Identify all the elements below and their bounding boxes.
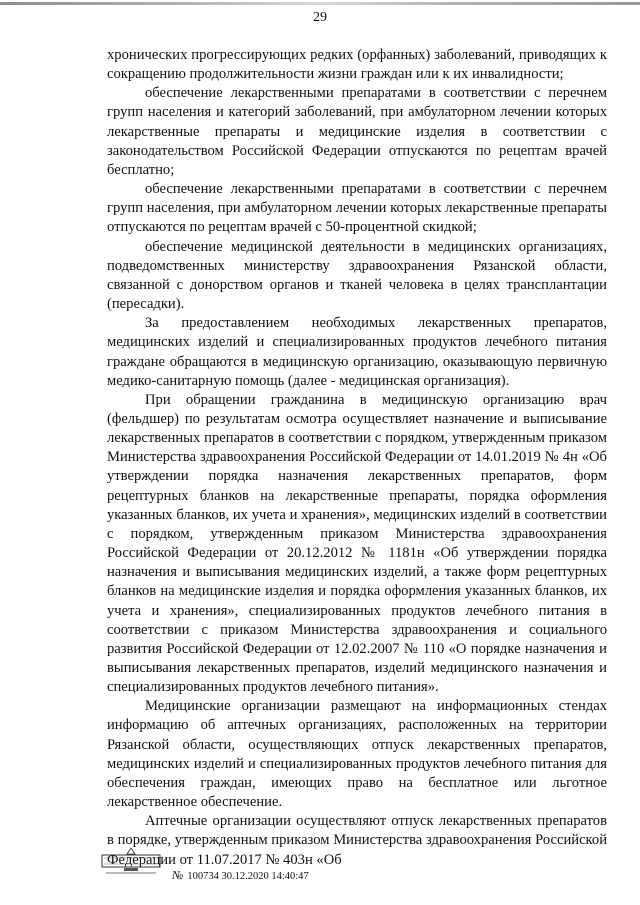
number-symbol: № bbox=[172, 868, 184, 882]
paragraph: обеспечение медицинской деятельности в медицинских организациях, подведомственных министерству здравоохранения Рязанской области, связанной с донорством органов и тканей человека в целях трансплантации (пересадки). bbox=[107, 238, 607, 313]
registration-number: 100734 30.12.2020 14:40:47 bbox=[187, 871, 309, 882]
paragraph: обеспечение лекарственными препаратами в соответствии с перечнем групп населения и категорий заболеваний, при амбулаторном лечении которых лекарственные препараты и медицинские изделия в соответствии с законодательством Российской Федерации отпускаются по рецептам врачей бесплатно; bbox=[107, 85, 607, 178]
registration-stamp-line bbox=[172, 868, 309, 883]
government-stamp-icon bbox=[100, 846, 162, 876]
scan-top-edge bbox=[0, 2, 640, 5]
paragraph: хронических прогрессирующих редких (орфанных) заболеваний, приводящих к сокращению продолжительности жизни граждан или к их инвалидности; bbox=[107, 47, 607, 83]
document-body bbox=[107, 46, 607, 870]
paragraph: Медицинские организации размещают на информационных стендах информацию об аптечных организациях, расположенных на территории Рязанской области, осуществляющих отпуск лекарственных препаратов, медицинских изделий и специализированных продуктов лечебного питания для обеспечения граждан, имеющих право на бесплатное или льготное лекарственное обеспечение. bbox=[107, 698, 607, 811]
paragraph: Аптечные организации осуществляют отпуск лекарственных препаратов в порядке, утвержденным приказом Министерства здравоохранения Российской Федерации от 11.07.2017 № 403н «Об bbox=[107, 813, 607, 868]
paragraph: обеспечение лекарственными препаратами в соответствии с перечнем групп населения, при амбулаторном лечении которых лекарственные препараты отпускаются по рецептам врачей с 50-процентной скидкой; bbox=[107, 181, 607, 236]
paragraph: За предоставлением необходимых лекарственных препаратов, медицинских изделий и специализированных продуктов лечебного питания граждане обращаются в медицинскую организацию, оказывающую первичную медико-санитарную помощь (далее - медицинская организация). bbox=[107, 315, 607, 389]
document-footer bbox=[100, 846, 520, 896]
page-number: 29 bbox=[313, 10, 327, 25]
paragraph: При обращении гражданина в медицинскую организацию врач (фельдшер) по результатам осмотра осуществляет назначение и выписывание лекарственных препаратов в соответствии с порядком, утвержденным приказом Министерства здравоохранения Российской Федерации от 14.01.2019 № 4н «Об утверждении порядка назначения лекарственных препаратов, форм рецептурных бланков на лекарственные препараты, порядка оформления указанных бланков, их учета и хранения», медицинских изделий в соответствии с порядком, утвержденным приказом Министерства здравоохранения Российской Федерации от 20.12.2012 № 1181н «Об утверждении порядка назначения и выписывания медицинских изделий, а также форм рецептурных бланков на медицинские изделия и порядка оформления указанных бланков, их учета и хранения», специализированных продуктов лечебного питания в соответствии с приказом Министерства здравоохранения и социального развития Российской Федерации от 12.02.2007 № 110 «О порядке назначения и выписывания лекарственных препаратов, изделий медицинского назначения и специализированных продуктов лечебного питания». bbox=[107, 391, 607, 696]
